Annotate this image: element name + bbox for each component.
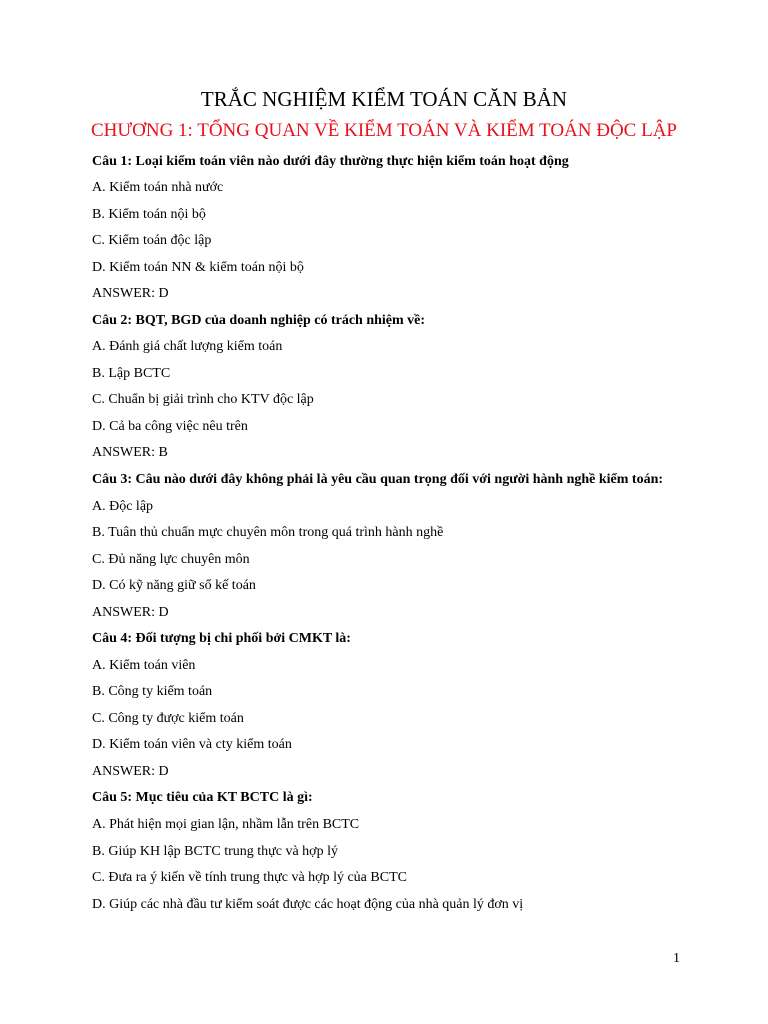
q4-option-c: C. Công ty được kiểm toán <box>92 711 244 726</box>
q5-option-d: D. Giúp các nhà đầu tư kiểm soát được các hoạt động của nhà quản lý đơn vị <box>92 897 524 912</box>
q2-option-a: A. Đánh giá chất lượng kiểm toán <box>92 339 283 354</box>
q1-option-d: D. Kiểm toán NN & kiểm toán nội bộ <box>92 260 304 275</box>
question-5: Câu 5: Mục tiêu của KT BCTC là gì: <box>92 790 313 805</box>
question-2: Câu 2: BQT, BGD của doanh nghiệp có trách nhiệm về: <box>92 313 426 328</box>
q4-answer: ANSWER: D <box>92 764 169 779</box>
q4-option-b: B. Công ty kiểm toán <box>92 684 213 699</box>
page-number: 1 <box>673 951 680 966</box>
q3-option-b: B. Tuân thủ chuẩn mực chuyên môn trong quá trình hành nghề <box>92 525 444 540</box>
question-1: Câu 1: Loại kiểm toán viên nào dưới đây thường thực hiện kiểm toán hoạt động <box>92 154 569 169</box>
document-title: TRẮC NGHIỆM KIỂM TOÁN CĂN BẢN <box>200 87 568 111</box>
q1-option-a: A. Kiểm toán nhà nước <box>92 180 224 195</box>
question-3: Câu 3: Câu nào dưới đây không phải là yêu cầu quan trọng đối với người hành nghề kiểm toán: <box>92 472 664 487</box>
chapter-title: CHƯƠNG 1: TỔNG QUAN VỀ KIỂM TOÁN VÀ KIỂM TOÁN ĐỘC LẬP <box>91 120 677 141</box>
q5-option-a: A. Phát hiện mọi gian lận, nhầm lẫn trên BCTC <box>92 817 360 832</box>
q2-option-c: C. Chuẩn bị giải trình cho KTV độc lập <box>92 392 314 407</box>
q5-option-b: B. Giúp KH lập BCTC trung thực và hợp lý <box>92 844 338 859</box>
q3-option-a: A. Độc lập <box>92 499 154 514</box>
question-4: Câu 4: Đối tượng bị chi phối bởi CMKT là: <box>92 631 351 646</box>
q3-option-c: C. Đủ năng lực chuyên môn <box>92 552 250 567</box>
q1-answer: ANSWER: D <box>92 286 169 301</box>
q2-answer: ANSWER: B <box>92 445 168 460</box>
q5-option-c: C. Đưa ra ý kiến về tính trung thực và hợp lý của BCTC <box>92 870 407 885</box>
q2-option-b: B. Lập BCTC <box>92 366 171 381</box>
q4-option-d: D. Kiểm toán viên và cty kiểm toán <box>92 737 292 752</box>
q4-option-a: A. Kiểm toán viên <box>92 658 196 673</box>
q3-answer: ANSWER: D <box>92 605 169 620</box>
q3-option-d: D. Có kỹ năng giữ sổ kế toán <box>92 578 256 593</box>
q2-option-d: D. Cả ba công việc nêu trên <box>92 419 248 434</box>
q1-option-c: C. Kiểm toán độc lập <box>92 233 212 248</box>
q1-option-b: B. Kiểm toán nội bộ <box>92 207 206 222</box>
